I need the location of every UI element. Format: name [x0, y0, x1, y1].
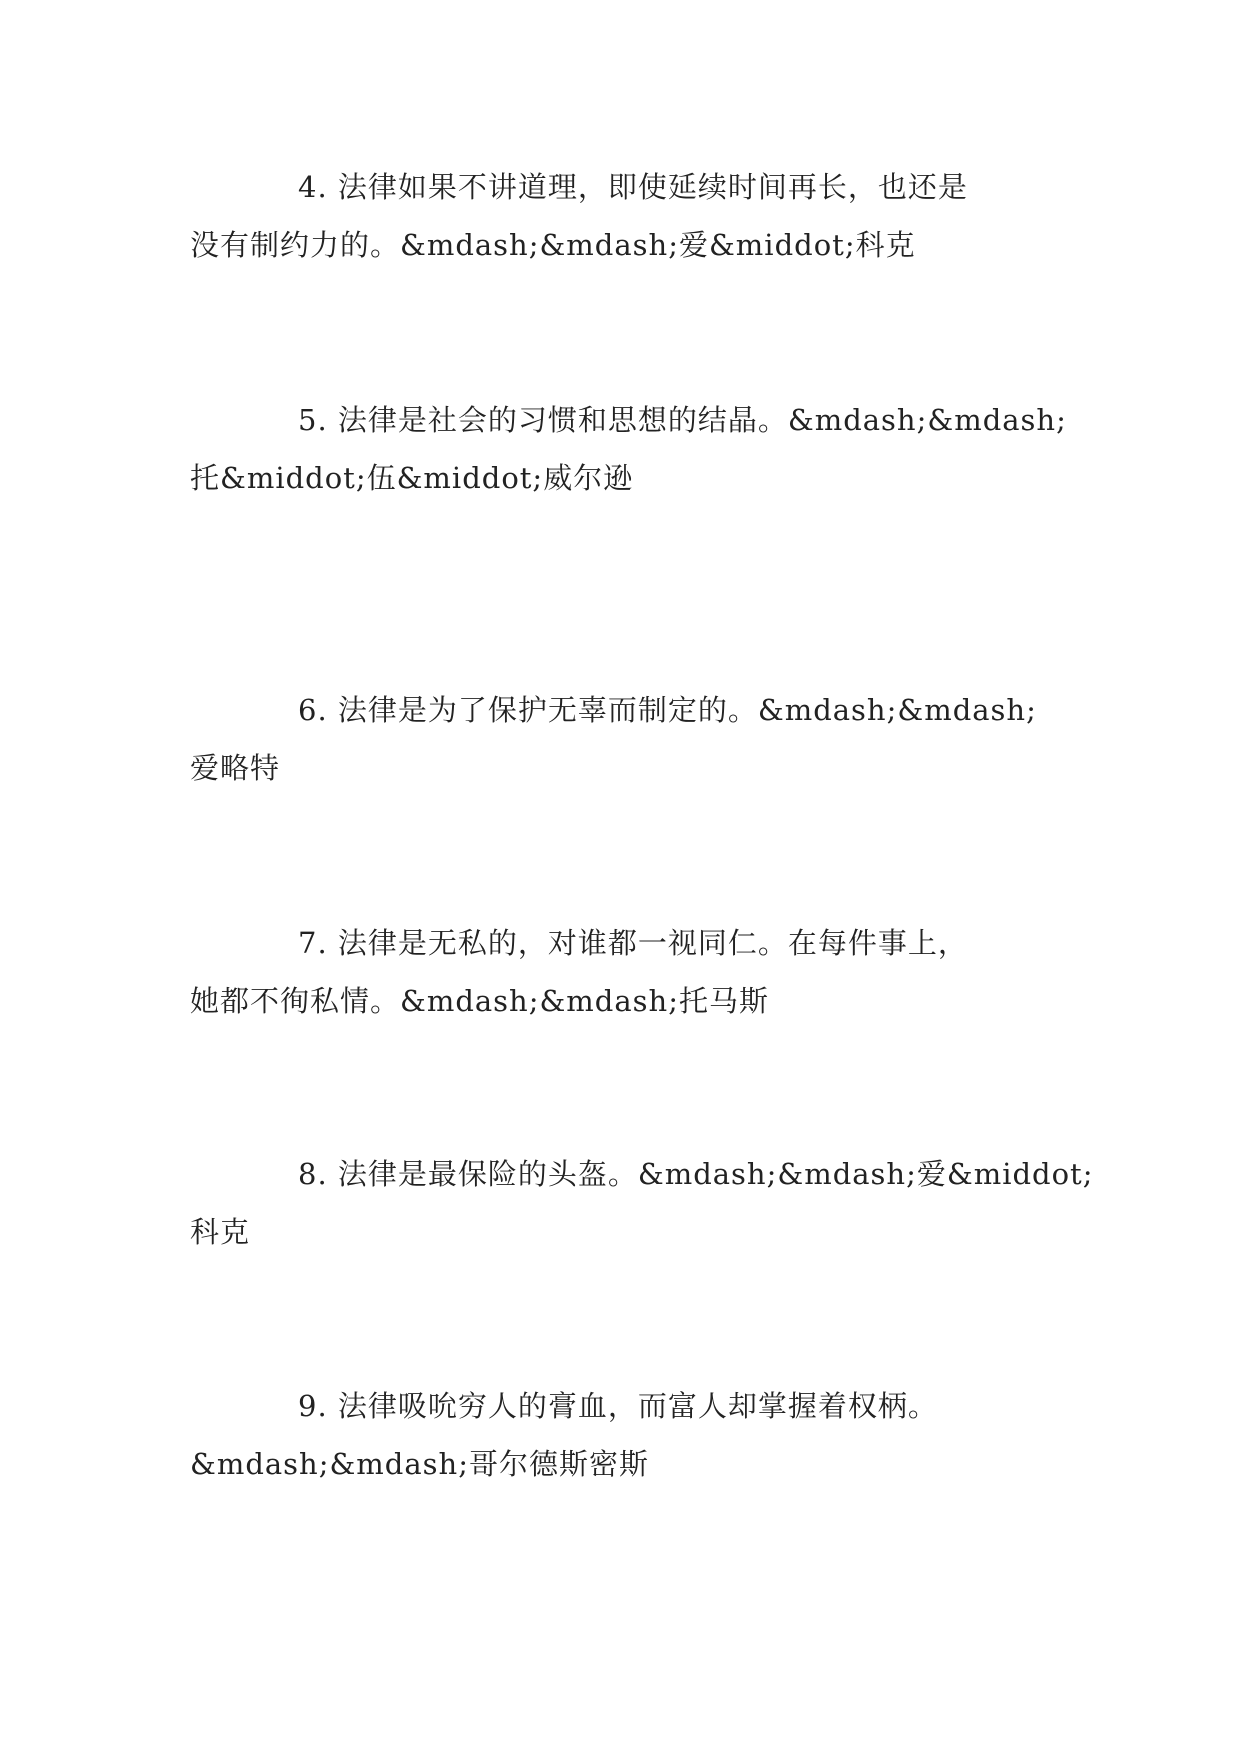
quote-9-line-2: &mdash;&mdash;哥尔德斯密斯: [190, 1447, 649, 1481]
quote-8-line-2: 科克: [190, 1215, 251, 1249]
quote-5: [190, 391, 1067, 507]
quote-4-line-1: 4. 法律如果不讲道理，即使延续时间再长，也还是: [298, 170, 968, 204]
quote-9-line-1: 9. 法律吸吮穷人的膏血，而富人却掌握着权柄。: [298, 1389, 938, 1423]
quote-7: [190, 914, 1060, 1030]
quote-6: [190, 681, 1060, 797]
quote-8-line-1: 8. 法律是最保险的头盔。&mdash;&mdash;爱&middot;: [298, 1157, 1094, 1191]
quote-6-line-1: 6. 法律是为了保护无辜而制定的。&mdash;&mdash;: [298, 693, 1037, 727]
quote-5-line-1: 5. 法律是社会的习惯和思想的结晶。&mdash;&mdash;: [298, 403, 1067, 437]
quote-4: [190, 158, 1060, 274]
quote-4-line-2: 没有制约力的。&mdash;&mdash;爱&middot;科克: [190, 228, 916, 262]
quote-9: [190, 1377, 1060, 1493]
quote-5-line-2: 托&middot;伍&middot;威尔逊: [190, 461, 634, 495]
quote-7-line-2: 她都不徇私情。&mdash;&mdash;托马斯: [190, 984, 769, 1018]
quote-7-line-1: 7. 法律是无私的，对谁都一视同仁。在每件事上，: [298, 926, 968, 960]
quote-6-line-2: 爱略特: [190, 751, 281, 785]
quote-8: [190, 1145, 1094, 1261]
